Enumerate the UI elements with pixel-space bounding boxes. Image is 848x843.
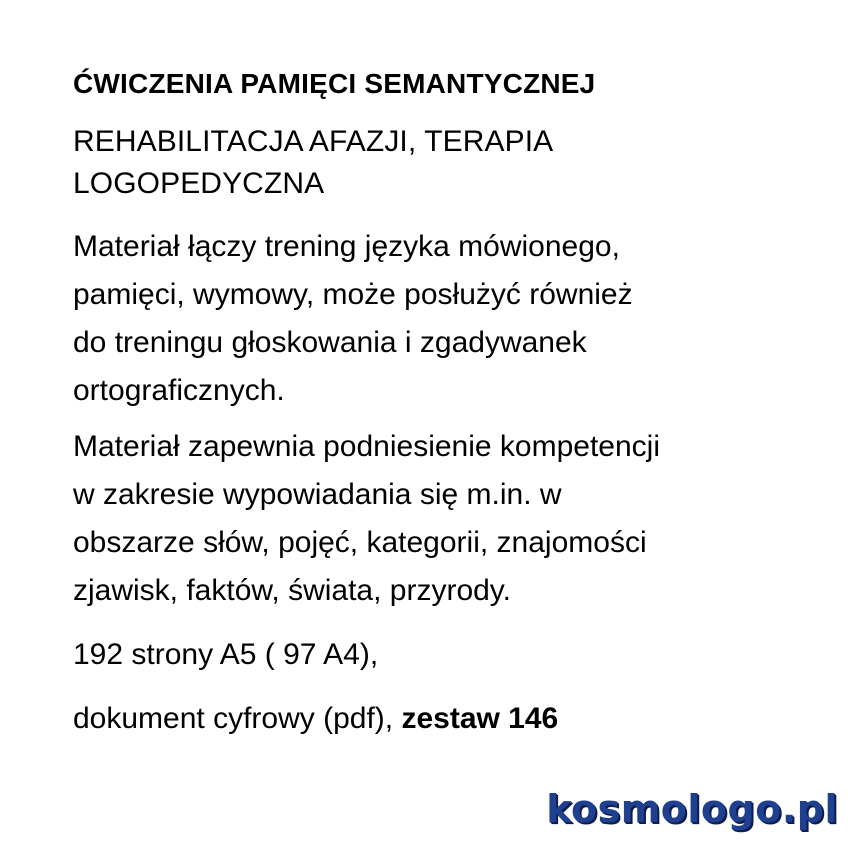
format-info-line bbox=[73, 695, 813, 743]
format-info bbox=[73, 695, 813, 743]
document-content bbox=[73, 70, 813, 751]
brand-logo: kosmologo.pl bbox=[546, 787, 838, 831]
set-number-label: zestaw 146 bbox=[401, 702, 559, 735]
document-subtitle bbox=[73, 121, 813, 205]
paragraph-line: ortograficznych. bbox=[73, 374, 285, 407]
pages-info-text: 192 strony A5 ( 97 A4), bbox=[73, 638, 379, 671]
paragraph-line: do treningu głoskowania i zgadywanek bbox=[73, 326, 587, 359]
description-paragraph bbox=[73, 223, 813, 415]
paragraph-line: obszarze słów, pojęć, kategorii, znajomości bbox=[73, 526, 647, 559]
paragraph-line: Materiał łączy trening języka mówionego, bbox=[73, 230, 620, 263]
format-info-text: dokument cyfrowy (pdf), bbox=[73, 702, 402, 735]
paragraph-line: zjawisk, faktów, świata, przyrody. bbox=[73, 574, 511, 607]
pages-info bbox=[73, 631, 813, 679]
subtitle-line: REHABILITACJA AFAZJI, TERAPIA bbox=[73, 125, 554, 158]
paragraph-line: pamięci, wymowy, może posłużyć również bbox=[73, 278, 633, 311]
paragraph-line: w zakresie wypowiadania się m.in. w bbox=[73, 478, 562, 511]
benefits-paragraph bbox=[73, 423, 813, 615]
paragraph-line: Materiał zapewnia podniesienie kompetencji bbox=[73, 430, 661, 463]
subtitle-line: LOGOPEDYCZNA bbox=[73, 167, 325, 200]
document-title: ĆWICZENIA PAMIĘCI SEMANTYCZNEJ bbox=[73, 68, 596, 99]
